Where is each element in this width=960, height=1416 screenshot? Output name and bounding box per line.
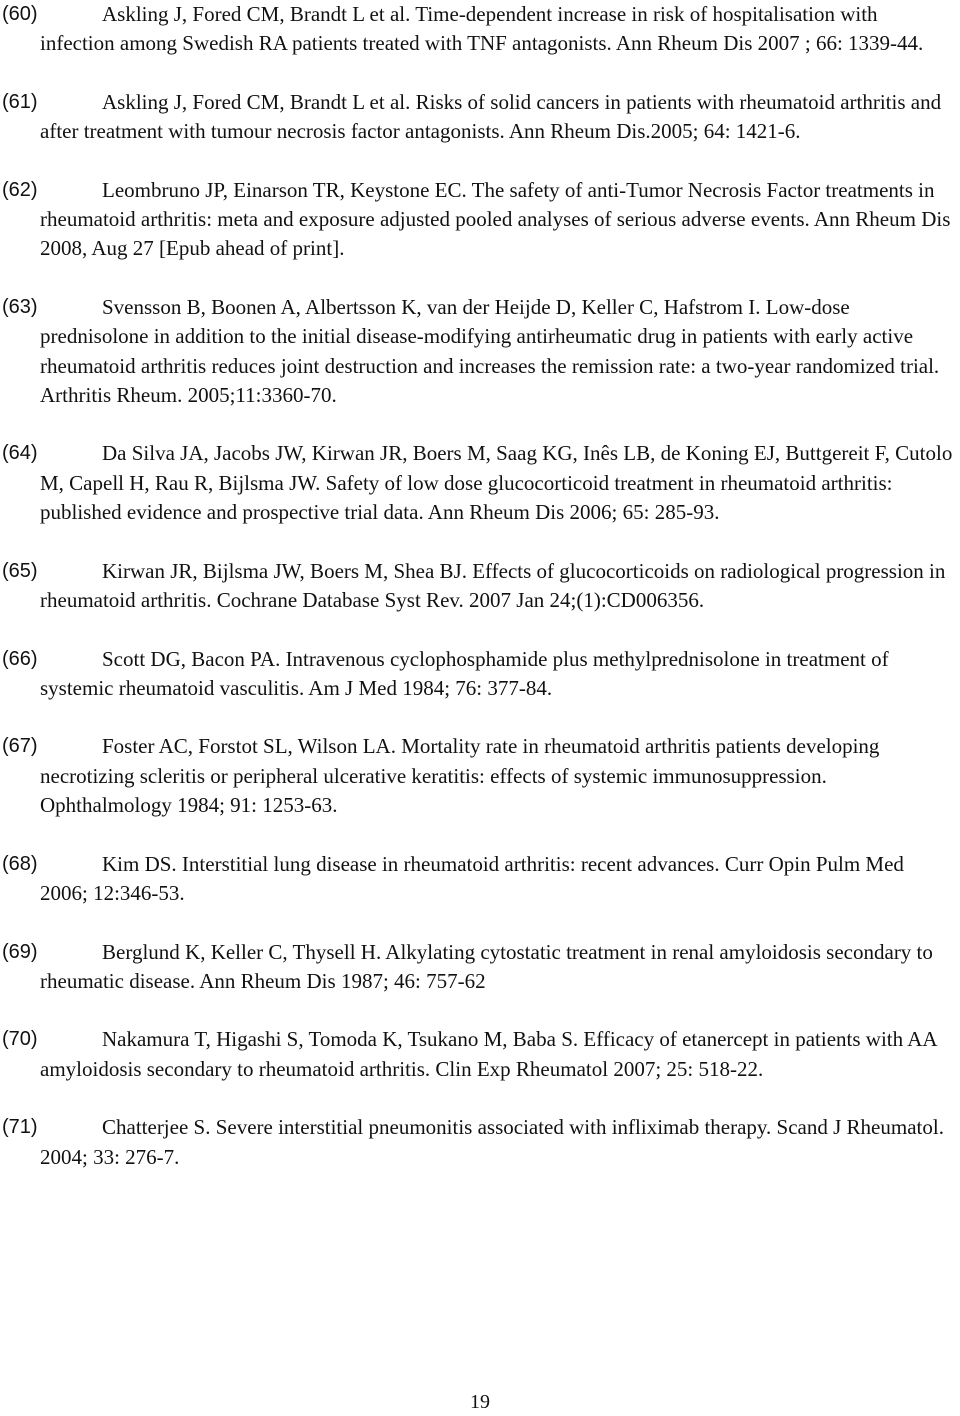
reference-item-69 [0, 938, 960, 997]
reference-item-61 [0, 88, 960, 147]
reference-text: Chatterjee S. Severe interstitial pneumonitis associated with infliximab therapy. Scand J Rheumatol. 2004; 33: 276-7. [40, 1115, 944, 1169]
reference-text: Kim DS. Interstitial lung disease in rheumatoid arthritis: recent advances. Curr Opin Pulm Med 2006; 12:346-53. [40, 851, 904, 905]
reference-number: (65) [2, 559, 38, 582]
reference-text: Askling J, Fored CM, Brandt L et al. Time-dependent increase in risk of hospitalisation with infection among Swedish RA patients treated with TNF antagonists. Ann Rheum Dis 2007 ; 66: 1339-44. [40, 2, 924, 56]
reference-text: Nakamura T, Higashi S, Tomoda K, Tsukano M, Baba S. Efficacy of etanercept in patients with AA amyloidosis secondary to rheumatoid arthritis. Clin Exp Rheumatol 2007; 25: 518-22. [40, 1027, 937, 1081]
reference-item-65 [0, 557, 960, 616]
reference-text: Scott DG, Bacon PA. Intravenous cyclophosphamide plus methylprednisolone in treatment of systemic rheumatoid vasculitis. Am J Med 1984; 76: 377-84. [40, 646, 889, 700]
reference-text: Askling J, Fored CM, Brandt L et al. Risks of solid cancers in patients with rheumatoid arthritis and after treatment with tumour necrosis factor antagonists. Ann Rheum Dis.2005; 64: 1421-6. [40, 89, 942, 144]
reference-text: Da Silva JA, Jacobs JW, Kirwan JR, Boers M, Saag KG, Inês LB, de Koning EJ, Buttgereit F, Cutolo M, Capell H, Rau R, Bijlsma JW. Safety of low dose glucocorticoid treatment in rheumatoid arthritis: published evidence and prospective trial data. Ann Rheum Dis 2006; 65: 285-93. [40, 441, 953, 525]
reference-number: (69) [2, 940, 38, 963]
reference-number: (60) [2, 3, 38, 25]
reference-number: (70) [2, 1028, 38, 1051]
reference-number: (68) [2, 852, 38, 875]
reference-text: Svensson B, Boonen A, Albertsson K, van der Heijde D, Keller C, Hafstrom I. Low-dose prednisolone in addition to the initial disease-modifying antirheumatic drug in patients with early active rheumatoid arthritis reduces joint destruction and increases the remission rate: a two-year randomized trial. Arthritis Rheum. 2005;11:3360-70. [40, 294, 940, 407]
reference-text: Berglund K, Keller C, Thysell H. Alkylating cytostatic treatment in renal amyloidosis secondary to rheumatic disease. Ann Rheum Dis 1987; 46: 757-62 [40, 939, 933, 993]
reference-item-62 [0, 176, 960, 264]
reference-number: (64) [2, 442, 38, 465]
reference-item-68 [0, 850, 960, 909]
page-number: 19 [470, 1391, 490, 1413]
reference-number: (63) [2, 295, 38, 318]
reference-number: (66) [2, 647, 38, 670]
reference-item-67 [0, 732, 960, 820]
reference-text: Kirwan JR, Bijlsma JW, Boers M, Shea BJ. Effects of glucocorticoids on radiological progression in rheumatoid arthritis. Cochrane Database Syst Rev. 2007 Jan 24;(1):CD006356. [40, 558, 946, 612]
reference-number: (71) [2, 1116, 38, 1139]
reference-item-60 [0, 0, 960, 59]
reference-text: Leombruno JP, Einarson TR, Keystone EC. The safety of anti-Tumor Necrosis Factor treatments in rheumatoid arthritis: meta and exposure adjusted pooled analyses of serious adverse events. Ann Rheum Dis 2008, Aug 27 [Epub ahead of print]. [40, 177, 951, 261]
reference-item-64 [0, 439, 960, 527]
reference-item-66 [0, 645, 960, 704]
reference-number: (67) [2, 735, 38, 758]
reference-text: Foster AC, Forstot SL, Wilson LA. Mortality rate in rheumatoid arthritis patients developing necrotizing scleritis or peripheral ulcerative keratitis: effects of systemic immunosuppression. Ophthalmology 1984; 91: 1253-63. [40, 734, 880, 818]
reference-item-70 [0, 1025, 960, 1084]
reference-number: (61) [2, 90, 38, 113]
reference-item-71 [0, 1113, 960, 1172]
reference-item-63 [0, 293, 960, 410]
reference-number: (62) [2, 178, 38, 201]
